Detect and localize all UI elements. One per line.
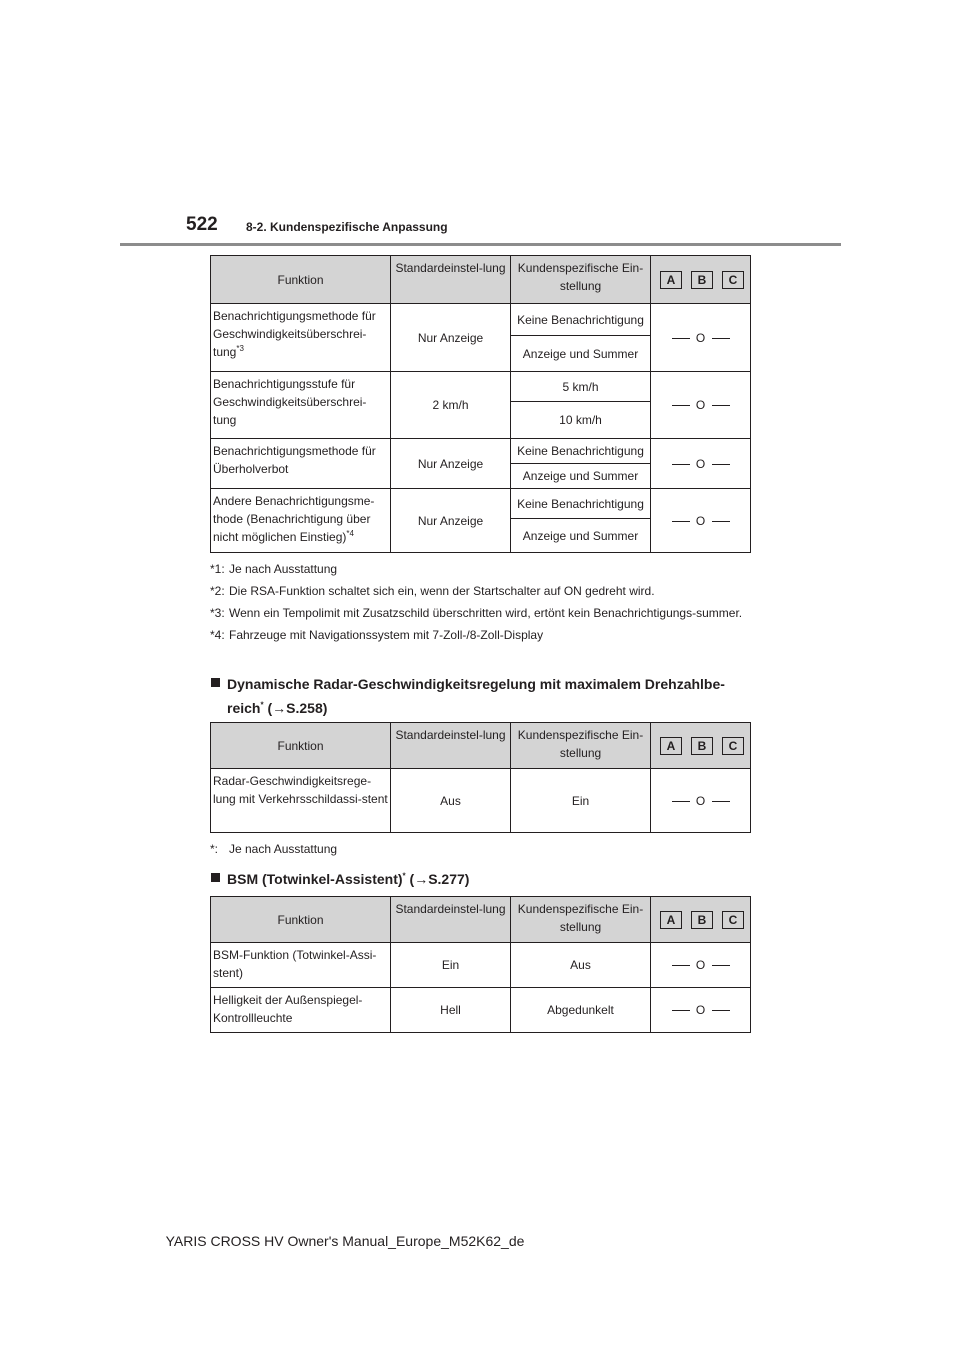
bullet-square-icon xyxy=(211,678,220,687)
footnote: *: Je nach Ausstattung xyxy=(210,842,338,856)
row-option: Anzeige und Summer xyxy=(511,336,651,372)
section-title: 8-2. Kundenspezifische Anpassung xyxy=(246,220,448,234)
row-standard: Hell xyxy=(391,988,511,1033)
table-row xyxy=(211,372,751,402)
row-option: Keine Benachrichtigung xyxy=(511,489,651,519)
header-abc xyxy=(651,256,751,304)
row-function: Andere Benachrichtigungsme-thode (Benachrichtigung über nicht möglichen Einstieg)$^{*4}$ xyxy=(211,489,391,553)
row-abc: O xyxy=(651,943,751,988)
row-abc: O xyxy=(651,988,751,1033)
header-abc: A B C xyxy=(651,897,751,943)
footnotes-rsa xyxy=(210,562,749,650)
header-custom: Kundenspezifische Ein-stellung xyxy=(511,723,651,769)
header-funktion: Funktion xyxy=(211,256,391,304)
header-divider xyxy=(120,243,841,246)
table-row xyxy=(211,769,751,833)
bullet-square-icon xyxy=(211,873,220,882)
header-standard: Standardeinstel-lung xyxy=(391,723,511,769)
page-footer: YARIS CROSS HV Owner's Manual_Europe_M52K62_de xyxy=(165,1233,525,1249)
row-standard: Nur Anzeige xyxy=(391,489,511,553)
row-option: Abgedunkelt xyxy=(511,988,651,1033)
row-standard: Nur Anzeige xyxy=(391,439,511,489)
section-heading-drcc: Dynamische Radar-Geschwindigkeitsregelung mit maximalem Drehzahlbe- reich* (→S.258) xyxy=(211,673,725,719)
col-c-label: C xyxy=(722,271,744,289)
row-standard: Nur Anzeige xyxy=(391,304,511,372)
page-number: 522 xyxy=(186,214,218,235)
footnote: *4: Fahrzeuge mit Navigationssystem mit 7-Zoll-/8-Zoll-Display xyxy=(210,628,544,642)
header-custom: Kundenspezifische Ein-stellung xyxy=(511,256,651,304)
col-b-label: B xyxy=(691,271,713,289)
section-heading-bsm: BSM (Totwinkel-Assistent)* (→S.277) xyxy=(211,868,469,890)
row-standard: Aus xyxy=(391,769,511,833)
row-function: Radar-Geschwindigkeitsrege-lung mit Verkehrsschildassi-stent xyxy=(211,769,391,833)
settings-table-bsm xyxy=(210,896,751,1033)
row-function: BSM-Funktion (Totwinkel-Assi-stent) xyxy=(211,943,391,988)
page-reference-link[interactable]: (→S.258) xyxy=(267,700,328,716)
row-option: Anzeige und Summer xyxy=(511,464,651,489)
row-option: Keine Benachrichtigung xyxy=(511,439,651,464)
header-custom: Kundenspezifische Ein-stellung xyxy=(511,897,651,943)
row-option: Ein xyxy=(511,769,651,833)
row-option: Aus xyxy=(511,943,651,988)
table-row xyxy=(211,988,751,1033)
header-funktion: Funktion xyxy=(211,897,391,943)
settings-table-rsa xyxy=(210,255,751,553)
footnote: *2: Die RSA-Funktion schaltet sich ein, wenn der Startschalter auf ON gedreht wird. xyxy=(210,584,655,598)
table-row xyxy=(211,943,751,988)
header-standard: Standardeinstel-lung xyxy=(391,897,511,943)
row-standard: 2 km/h xyxy=(391,372,511,439)
row-standard: Ein xyxy=(391,943,511,988)
page-reference-link[interactable]: (→S.277) xyxy=(409,871,470,887)
row-function: Helligkeit der Außenspiegel-Kontrollleuchte xyxy=(211,988,391,1033)
table-row xyxy=(211,439,751,464)
row-option: Anzeige und Summer xyxy=(511,519,651,553)
row-abc: O xyxy=(651,489,751,553)
row-option: 5 km/h xyxy=(511,372,651,402)
row-abc: O xyxy=(651,769,751,833)
header-standard: Standardeinstel-lung xyxy=(391,256,511,304)
row-option: Keine Benachrichtigung xyxy=(511,304,651,336)
header-abc: A B C xyxy=(651,723,751,769)
row-function: Benachrichtigungsstufe für Geschwindigkeitsüberschrei-tung xyxy=(211,372,391,439)
header-funktion: Funktion xyxy=(211,723,391,769)
row-function: Benachrichtigungsmethode für Überholverbot xyxy=(211,439,391,489)
settings-table-drcc xyxy=(210,722,751,833)
col-a-label: A xyxy=(660,271,682,289)
row-abc: O xyxy=(651,439,751,489)
footnote: *3: Wenn ein Tempolimit mit Zusatzschild überschritten wird, ertönt kein Benachrichtigungs-summer. xyxy=(210,606,743,620)
footnotes-drcc xyxy=(210,842,749,864)
footnote: *1: Je nach Ausstattung xyxy=(210,562,338,576)
row-abc: O xyxy=(651,372,751,439)
row-option: 10 km/h xyxy=(511,402,651,439)
row-function: Benachrichtigungsmethode für Geschwindigkeitsüberschrei-tung$^{*3}$ xyxy=(211,304,391,372)
table-row xyxy=(211,489,751,519)
table-row xyxy=(211,304,751,336)
row-abc: O xyxy=(651,304,751,372)
